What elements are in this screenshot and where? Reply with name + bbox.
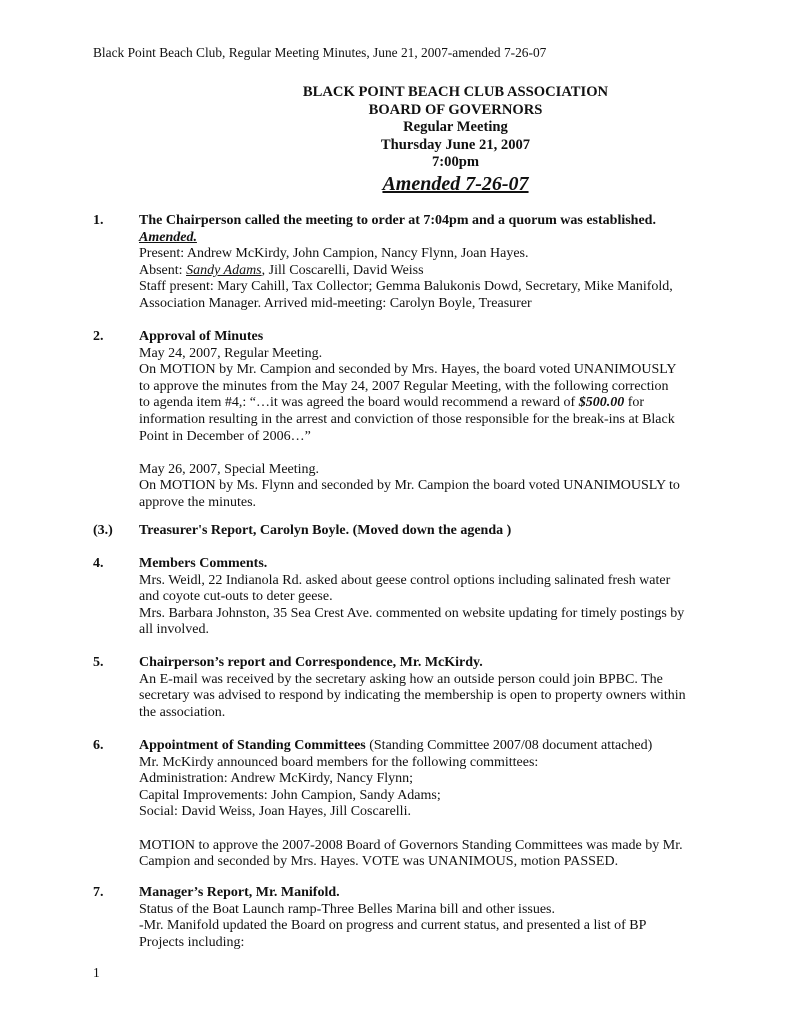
motion-line: On MOTION by Mr. Campion and seconded by Mrs. Hayes, the board voted UNANIMOUSLY [139,362,677,378]
section-heading: Appointment of Standing Committees [139,738,366,753]
present-line: Present: Andrew McKirdy, John Campion, Nancy Flynn, Joan Hayes. [139,246,529,262]
motion-line: information resulting in the arrest and conviction of those responsible for the break-ins at Black [139,411,675,427]
title-date: Thursday June 21, 2007 [380,136,531,153]
report-line: the association. [139,704,226,720]
committee-line: Administration: Andrew McKirdy, Nancy Flynn; [139,771,414,787]
staff-line: Association Manager. Arrived mid-meeting: Carolyn Boyle, Treasurer [139,295,532,311]
meeting-line: May 24, 2007, Regular Meeting. [139,345,323,361]
section-heading: Chairperson’s report and Correspondence, Mr. McKirdy. [139,655,483,670]
motion-line: to approve the minutes from the May 24, 2007 Regular Meeting, with the following correction [139,378,669,394]
title-time: 7:00pm [431,154,480,171]
page-number: 1 [93,965,100,980]
title-board: BOARD OF GOVERNORS [368,101,543,118]
title-amended: Amended 7-26-07 [382,172,529,195]
section-heading: The Chairperson called the meeting to order at 7:04pm and a quorum was established. [139,213,656,228]
section-number: 2. [93,329,104,344]
committee-line: Capital Improvements: John Campion, Sandy Adams; [139,787,441,803]
reward-amount: $500.00 [578,395,625,411]
motion-text: to agenda item #4,: “…it was agreed the board would recommend a reward of [139,395,579,411]
section-number: 6. [93,738,104,753]
meeting-line: May 26, 2007, Special Meeting. [139,461,320,477]
staff-line: Staff present: Mary Cahill, Tax Collector; Gemma Balukonis Dowd, Secretary, Mike Manifold, [139,279,673,295]
motion-line: approve the minutes. [139,494,257,510]
section-number: 7. [93,885,104,900]
motion-line: Campion and seconded by Mrs. Hayes. VOTE was UNANIMOUS, motion PASSED. [139,854,619,870]
comment-line: and coyote cut-outs to deter geese. [139,589,333,605]
motion-line: MOTION to approve the 2007-2008 Board of Governors Standing Committees was made by Mr. [139,837,683,853]
heading-note: (Standing Committee 2007/08 document attached) [365,738,653,753]
title-association: BLACK POINT BEACH CLUB ASSOCIATION [302,84,609,100]
motion-text: for [624,395,645,411]
report-line: Projects including: [139,934,245,950]
amended-label: Amended. [139,229,197,245]
report-line: secretary was advised to respond by indicating the membership is open to property owners within [139,688,686,704]
motion-line: Point in December of 2006…” [139,428,311,444]
absent-underlined-name: Sandy Adams [186,262,262,278]
report-line: An E-mail was received by the secretary asking how an outside person could join BPBC. The [139,671,663,687]
running-header: Black Point Beach Club, Regular Meeting Minutes, June 21, 2007-amended 7-26-07 [93,45,547,60]
section-heading: Approval of Minutes [139,329,264,344]
section-heading: Manager’s Report, Mr. Manifold. [139,885,340,900]
report-line: -Mr. Manifold updated the Board on progress and current status, and presented a list of BP [139,918,647,934]
absent-prefix: Absent: [139,262,187,278]
section-number: 1. [93,213,104,228]
motion-line [139,395,719,412]
title-block [0,84,791,196]
motion-line: On MOTION by Ms. Flynn and seconded by Mr. Campion the board voted UNANIMOUSLY to [139,478,680,494]
comment-line: Mrs. Barbara Johnston, 35 Sea Crest Ave. commented on website updating for timely postings by [139,605,685,621]
section-heading: Members Comments. [139,556,268,571]
report-line: Status of the Boat Launch ramp-Three Belles Marina bill and other issues. [139,901,556,917]
comment-line: all involved. [139,622,209,638]
section-heading: Treasurer's Report, Carolyn Boyle. (Moved down the agenda ) [139,523,512,538]
section-number: 5. [93,655,104,670]
comment-line: Mrs. Weidl, 22 Indianola Rd. asked about geese control options including salinated fresh water [139,572,671,588]
section-heading-line [139,738,719,755]
absent-line [139,263,719,280]
absent-rest: , Jill Coscarelli, David Weiss [261,262,424,278]
committee-line: Social: David Weiss, Joan Hayes, Jill Coscarelli. [139,804,411,820]
title-meeting-type: Regular Meeting [403,119,508,136]
committee-line: Mr. McKirdy announced board members for the following committees: [139,754,539,770]
section-number: (3.) [93,523,113,538]
section-number: 4. [93,556,104,571]
